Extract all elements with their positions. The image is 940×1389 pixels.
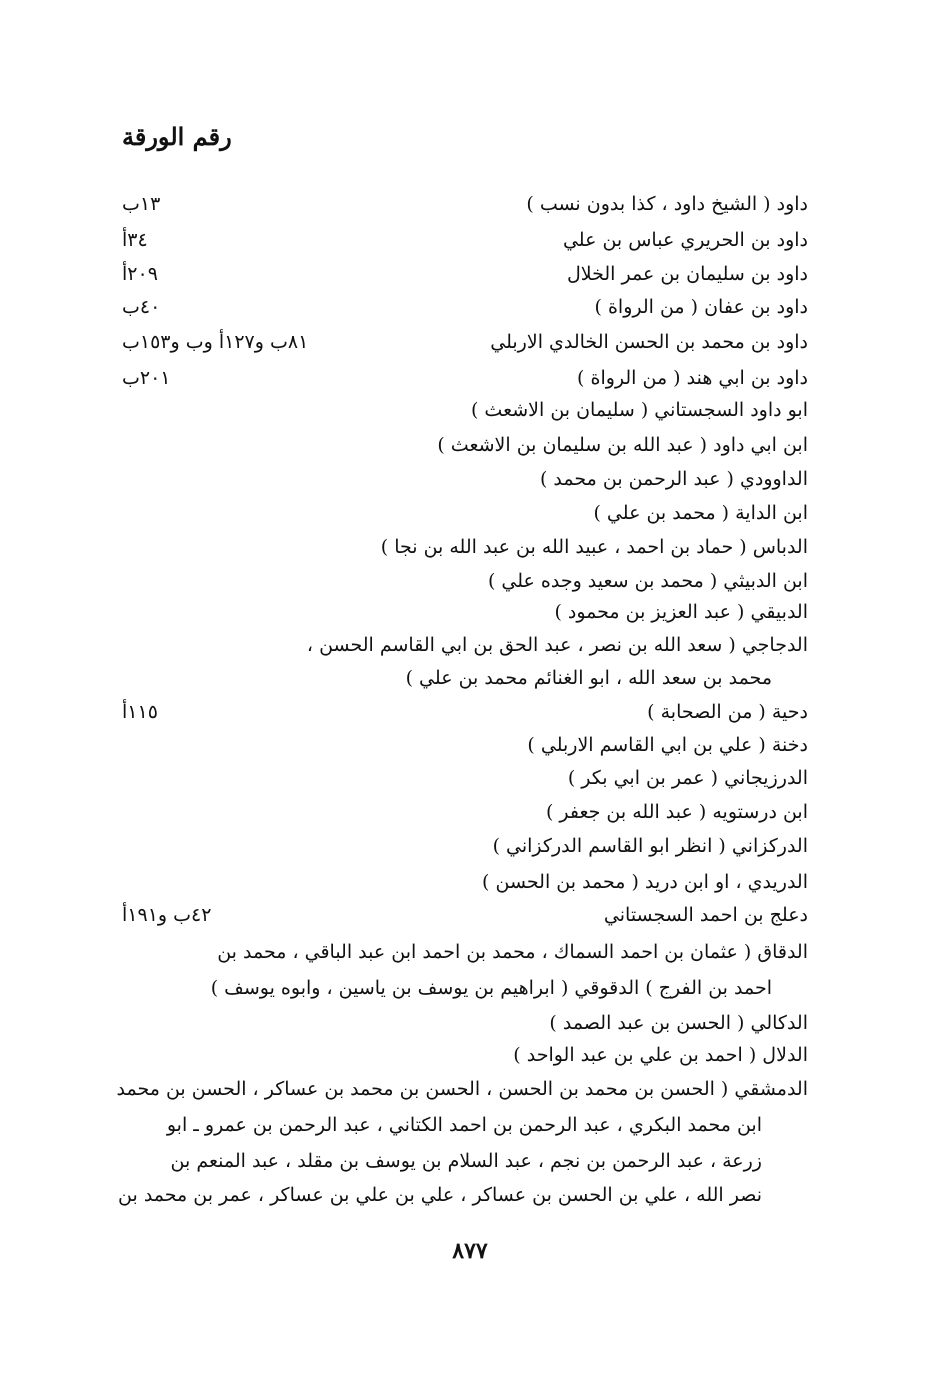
index-entry: الدقاق ( عثمان بن احمد السماك ، محمد بن احمد ابن عبد الباقي ، محمد بن bbox=[217, 941, 808, 963]
index-entry: داود ( الشيخ داود ، كذا بدون نسب ) bbox=[526, 193, 808, 215]
page-number: ٨٧٧ bbox=[452, 1238, 488, 1264]
index-entry: داود بن ابي هند ( من الرواة ) bbox=[577, 367, 808, 389]
column-header-folio-number: رقم الورقة bbox=[122, 122, 232, 151]
index-entry: دخنة ( علي بن ابي القاسم الاربلي ) bbox=[527, 734, 808, 756]
folio-reference: ٨١ب و١٢٧أ وب و١٥٣ب bbox=[122, 331, 309, 353]
index-entry: الدجاجي ( سعد الله بن نصر ، عبد الحق بن ابي القاسم الحسن ، bbox=[306, 634, 808, 656]
index-entry-continuation: نصر الله ، علي بن الحسن بن عساكر ، علي بن علي بن عساكر ، عمر بن محمد بن bbox=[118, 1184, 762, 1206]
folio-reference: ٤٢ب و١٩١أ bbox=[122, 904, 212, 926]
index-entry: دحية ( من الصحابة ) bbox=[647, 701, 808, 723]
index-entry: الدباس ( حماد بن احمد ، عبيد الله بن عبد الله بن نجا ) bbox=[380, 536, 808, 558]
index-entry: داود بن عفان ( من الرواة ) bbox=[594, 296, 808, 318]
folio-reference: ١١٥أ bbox=[122, 701, 158, 723]
folio-reference: ٢٠٩أ bbox=[122, 263, 158, 285]
index-entry: الدلال ( احمد بن علي بن عبد الواحد ) bbox=[513, 1044, 808, 1066]
folio-reference: ٤٠ب bbox=[122, 296, 161, 318]
index-entry: داود بن محمد بن الحسن الخالدي الاربلي bbox=[490, 331, 808, 353]
index-entry-continuation: محمد بن سعد الله ، ابو الغنائم محمد بن علي ) bbox=[405, 667, 772, 689]
index-entry: ابن الداية ( محمد بن علي ) bbox=[593, 502, 808, 524]
folio-reference: ١٣ب bbox=[122, 193, 161, 215]
index-entry: الداوودي ( عبد الرحمن بن محمد ) bbox=[539, 468, 808, 490]
index-entry: الدرزيجاني ( عمر بن ابي بكر ) bbox=[567, 767, 808, 789]
index-entry: دعلج بن احمد السجستاني bbox=[603, 904, 808, 926]
index-entry: ابن درستويه ( عبد الله بن جعفر ) bbox=[545, 801, 808, 823]
index-entry: الدبيقي ( عبد العزيز بن محمود ) bbox=[554, 601, 808, 623]
folio-reference: ٣٤أ bbox=[122, 229, 148, 251]
index-entry: ابو داود السجستاني ( سليمان بن الاشعث ) bbox=[470, 399, 808, 421]
index-entry: داود بن سليمان بن عمر الخلال bbox=[566, 263, 808, 285]
index-entry-continuation: ابن محمد البكري ، عبد الرحمن بن احمد الكتاني ، عبد الرحمن بن عمرو ـ ابو bbox=[166, 1114, 762, 1136]
index-entry: الدمشقي ( الحسن بن محمد بن الحسن ، الحسن بن محمد بن عساكر ، الحسن بن محمد bbox=[116, 1078, 808, 1100]
index-entry: الدركزاني ( انظر ابو القاسم الدركزاني ) bbox=[492, 835, 808, 857]
index-entry: ابن الدبيثي ( محمد بن سعيد وجده علي ) bbox=[487, 570, 808, 592]
index-entry-continuation: زرعة ، عبد الرحمن بن نجم ، عبد السلام بن يوسف بن مقلد ، عبد المنعم بن bbox=[170, 1150, 762, 1172]
folio-reference: ٢٠١ب bbox=[122, 367, 171, 389]
index-entry-continuation: احمد بن الفرج ) الدقوقي ( ابراهيم بن يوسف بن ياسين ، وابوه يوسف ) bbox=[210, 977, 772, 999]
index-entry: الدريدي ، او ابن دريد ( محمد بن الحسن ) bbox=[482, 871, 808, 893]
index-entry: ابن ابي داود ( عبد الله بن سليمان بن الاشعث ) bbox=[437, 434, 808, 456]
index-entry: الدكالي ( الحسن بن عبد الصمد ) bbox=[549, 1012, 808, 1034]
index-entry: داود بن الحريري عباس بن علي bbox=[562, 229, 808, 251]
